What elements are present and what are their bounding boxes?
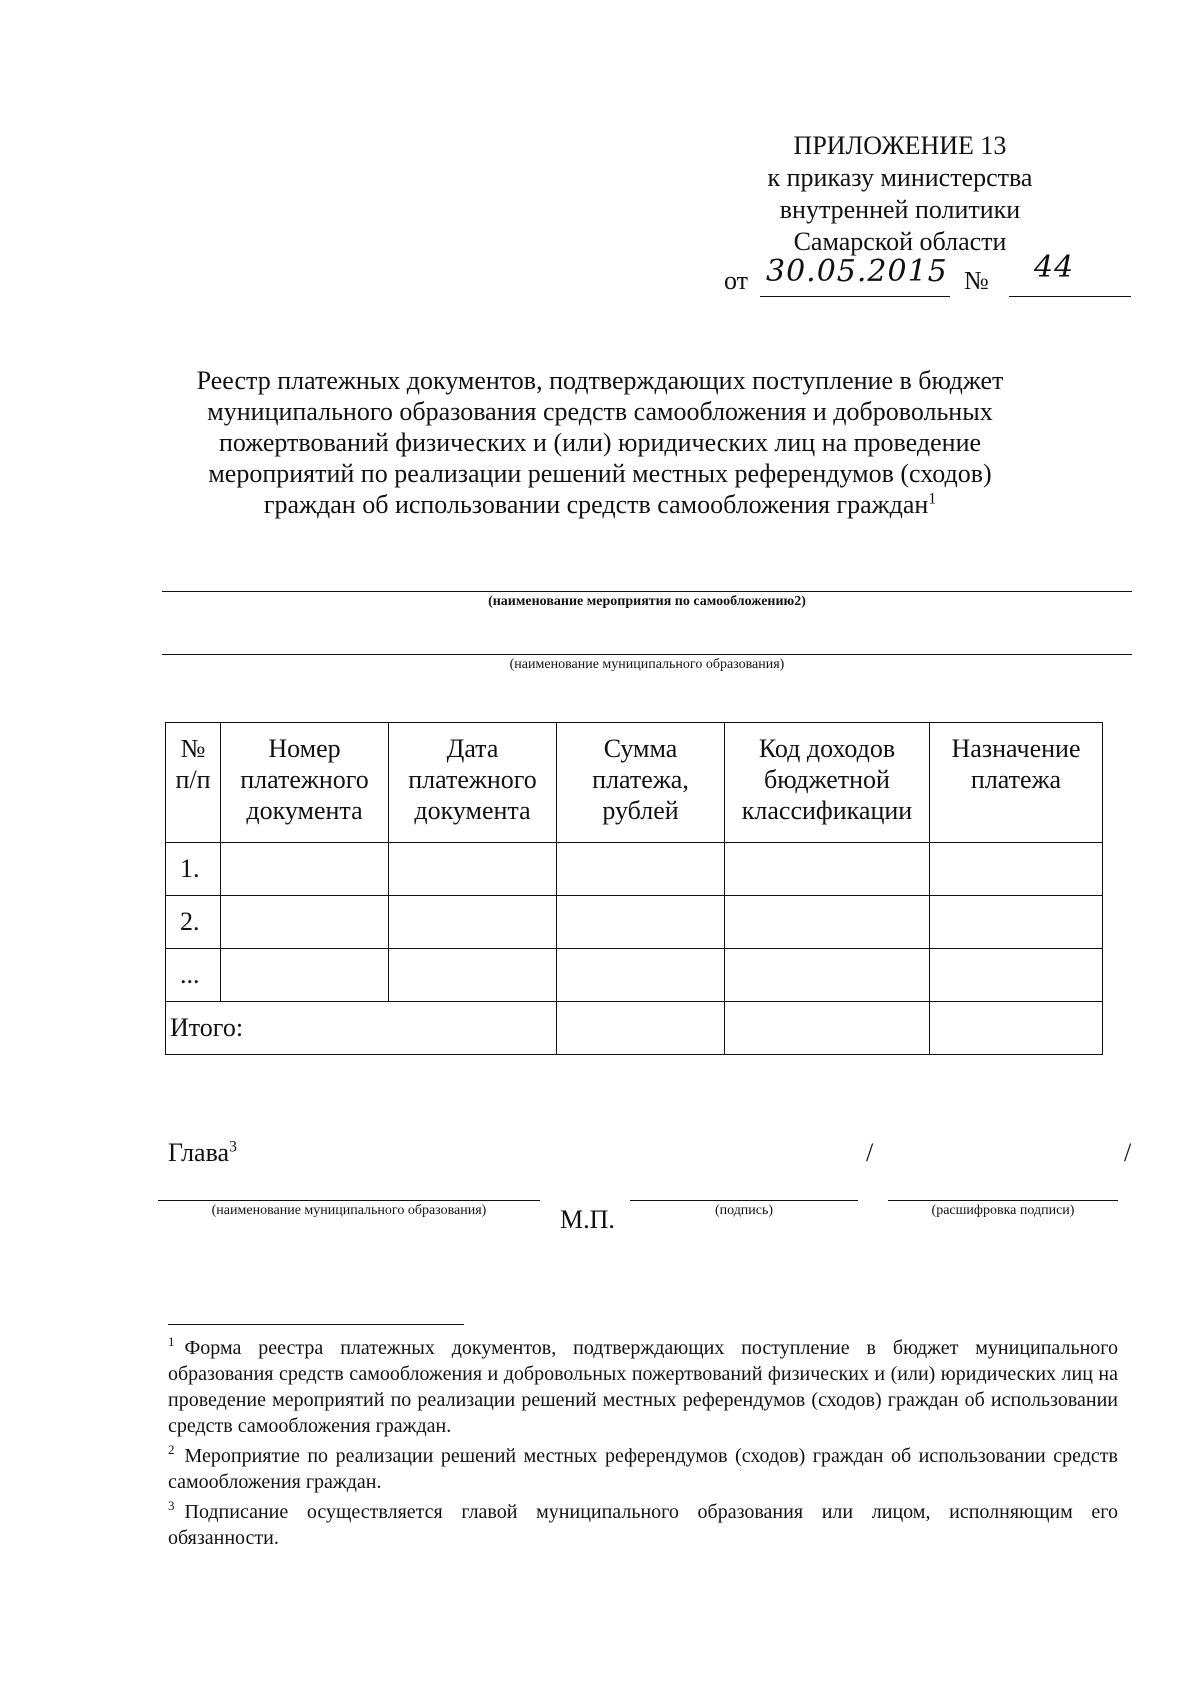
total-amount-cell: [557, 1002, 725, 1055]
col-header-purpose: [930, 723, 1103, 843]
table-cell: [221, 896, 389, 949]
footnotes: [168, 1335, 1118, 1555]
table-cell: [389, 949, 557, 1002]
table-cell: [930, 949, 1103, 1002]
title-footnote-mark: 1: [928, 490, 937, 508]
table-row: [166, 949, 1103, 1002]
date-prefix: от: [724, 266, 749, 295]
title-line-5: [150, 489, 1050, 520]
footnote-3: [168, 1499, 1118, 1551]
table-cell: [725, 949, 930, 1002]
footnote-3-mark: 3: [168, 1498, 175, 1514]
col-header-amount-l2: платежа,: [592, 765, 689, 794]
title-line-4: мероприятий по реализации решений местных референдумов (сходов): [208, 459, 992, 488]
decoding-caption: (расшифровка подписи): [931, 1203, 1075, 1218]
col-header-income-code: [725, 723, 930, 843]
table-header-row: [166, 723, 1103, 843]
appendix-title: ПРИЛОЖЕНИЕ 13: [793, 131, 1007, 160]
col-header-doc-date-l2: платежного: [408, 765, 537, 794]
municipality-caption: (наименование муниципального образования): [509, 657, 785, 672]
footnote-2-mark: 2: [168, 1442, 175, 1458]
sign-municipality-caption: (наименование муниципального образования): [211, 1203, 487, 1218]
decoding-line: [888, 1200, 1118, 1201]
stamp-place: М.П.: [560, 1205, 615, 1234]
footnote-1-text: Форма реестра платежных документов, подтверждающих поступление в бюджет муниципального образования средств самообложения и добровольных пожертвований физических и (или) юридических лиц на проведение мероприятий по реализации решений местных референдумов (сходов) граждан об использовании средств самообложения граждан.: [168, 1337, 1118, 1437]
order-line-2: внутренней политики: [779, 195, 1021, 224]
title-line-2: муниципального образования средств самообложения и добровольных: [207, 397, 993, 426]
col-header-num: [166, 723, 221, 843]
table-cell: [930, 896, 1103, 949]
table-cell: [725, 843, 930, 896]
table-cell: [389, 896, 557, 949]
col-header-doc-date-l3: документа: [414, 796, 531, 825]
footnote-2-text: Мероприятие по реализации решений местных референдумов (сходов) граждан об использовании средств самообложения граждан.: [168, 1445, 1118, 1493]
signature-caption: (подпись): [714, 1203, 774, 1218]
col-header-income-code-l2: бюджетной: [764, 765, 890, 794]
col-header-doc-number-l1: Номер: [268, 734, 341, 763]
table-cell: [389, 843, 557, 896]
number-prefix: №: [964, 266, 989, 295]
col-header-doc-number-l3: документа: [246, 796, 363, 825]
signature-line: [630, 1200, 858, 1201]
date-underline: [760, 296, 950, 297]
table-cell: [725, 896, 930, 949]
title-line-1: Реестр платежных документов, подтверждающих поступление в бюджет: [196, 366, 1004, 395]
order-line-3: Самарской области: [793, 227, 1007, 256]
col-header-amount-l3: рублей: [602, 796, 679, 825]
head-signature-label: [168, 1138, 237, 1168]
col-header-purpose-l1: Назначение: [951, 734, 1081, 763]
footnote-2: [168, 1443, 1118, 1495]
title-line-5-text: граждан об использовании средств самообложения граждан: [263, 490, 929, 519]
head-footnote-mark: 3: [229, 1138, 237, 1156]
table-cell: [930, 1002, 1103, 1055]
table-cell: [557, 896, 725, 949]
col-header-purpose-l2: платежа: [970, 765, 1062, 794]
document-title: [150, 365, 1050, 520]
footnote-3-text: Подписание осуществляется главой муниципального образования или лицом, исполняющим его обязанности.: [168, 1501, 1118, 1549]
order-line-1: к приказу министерства: [767, 163, 1033, 192]
handwritten-number: 44: [1034, 250, 1075, 285]
col-header-doc-number: [221, 723, 389, 843]
table-cell: [557, 843, 725, 896]
col-header-amount-l1: Сумма: [603, 734, 678, 763]
footnote-1-mark: 1: [168, 1334, 175, 1350]
total-label-cell: Итого:: [166, 1002, 557, 1055]
col-header-doc-date: [389, 723, 557, 843]
number-underline: [1009, 296, 1131, 297]
table-cell: [557, 949, 725, 1002]
table-row: [166, 843, 1103, 896]
row-number-cell: 1.: [166, 843, 221, 896]
table-total-row: [166, 1002, 1103, 1055]
col-header-amount: [557, 723, 725, 843]
row-number-cell: 2.: [166, 896, 221, 949]
table-cell: [930, 843, 1103, 896]
signature-slash-2: /: [1124, 1138, 1132, 1167]
col-header-num-l1: №: [180, 734, 206, 763]
event-name-field: [162, 591, 1132, 592]
head-label-text: Глава: [168, 1138, 230, 1167]
col-header-doc-number-l2: платежного: [240, 765, 369, 794]
payment-register-table: [165, 722, 1103, 1055]
row-number-cell: ...: [166, 949, 221, 1002]
table-row: [166, 896, 1103, 949]
col-header-doc-date-l1: Дата: [446, 734, 499, 763]
title-line-3: пожертвований физических и (или) юридических лиц на проведение: [218, 428, 982, 457]
table-cell: [221, 949, 389, 1002]
appendix-header: [720, 130, 1080, 258]
event-name-caption: (наименование мероприятия по самообложению2): [488, 594, 806, 609]
col-header-num-l2: п/п: [175, 765, 211, 794]
table-cell: [221, 843, 389, 896]
footnote-separator: [168, 1324, 464, 1325]
col-header-income-code-l1: Код доходов: [758, 734, 896, 763]
municipality-field: [162, 654, 1132, 655]
handwritten-date: 30.05.2015: [766, 254, 948, 289]
signature-slash-1: /: [866, 1138, 874, 1167]
municipality-sign-line: [158, 1200, 540, 1201]
col-header-income-code-l3: классификации: [741, 796, 913, 825]
footnote-1: [168, 1335, 1118, 1439]
order-date-number: [724, 250, 1124, 298]
table-cell: [725, 1002, 930, 1055]
